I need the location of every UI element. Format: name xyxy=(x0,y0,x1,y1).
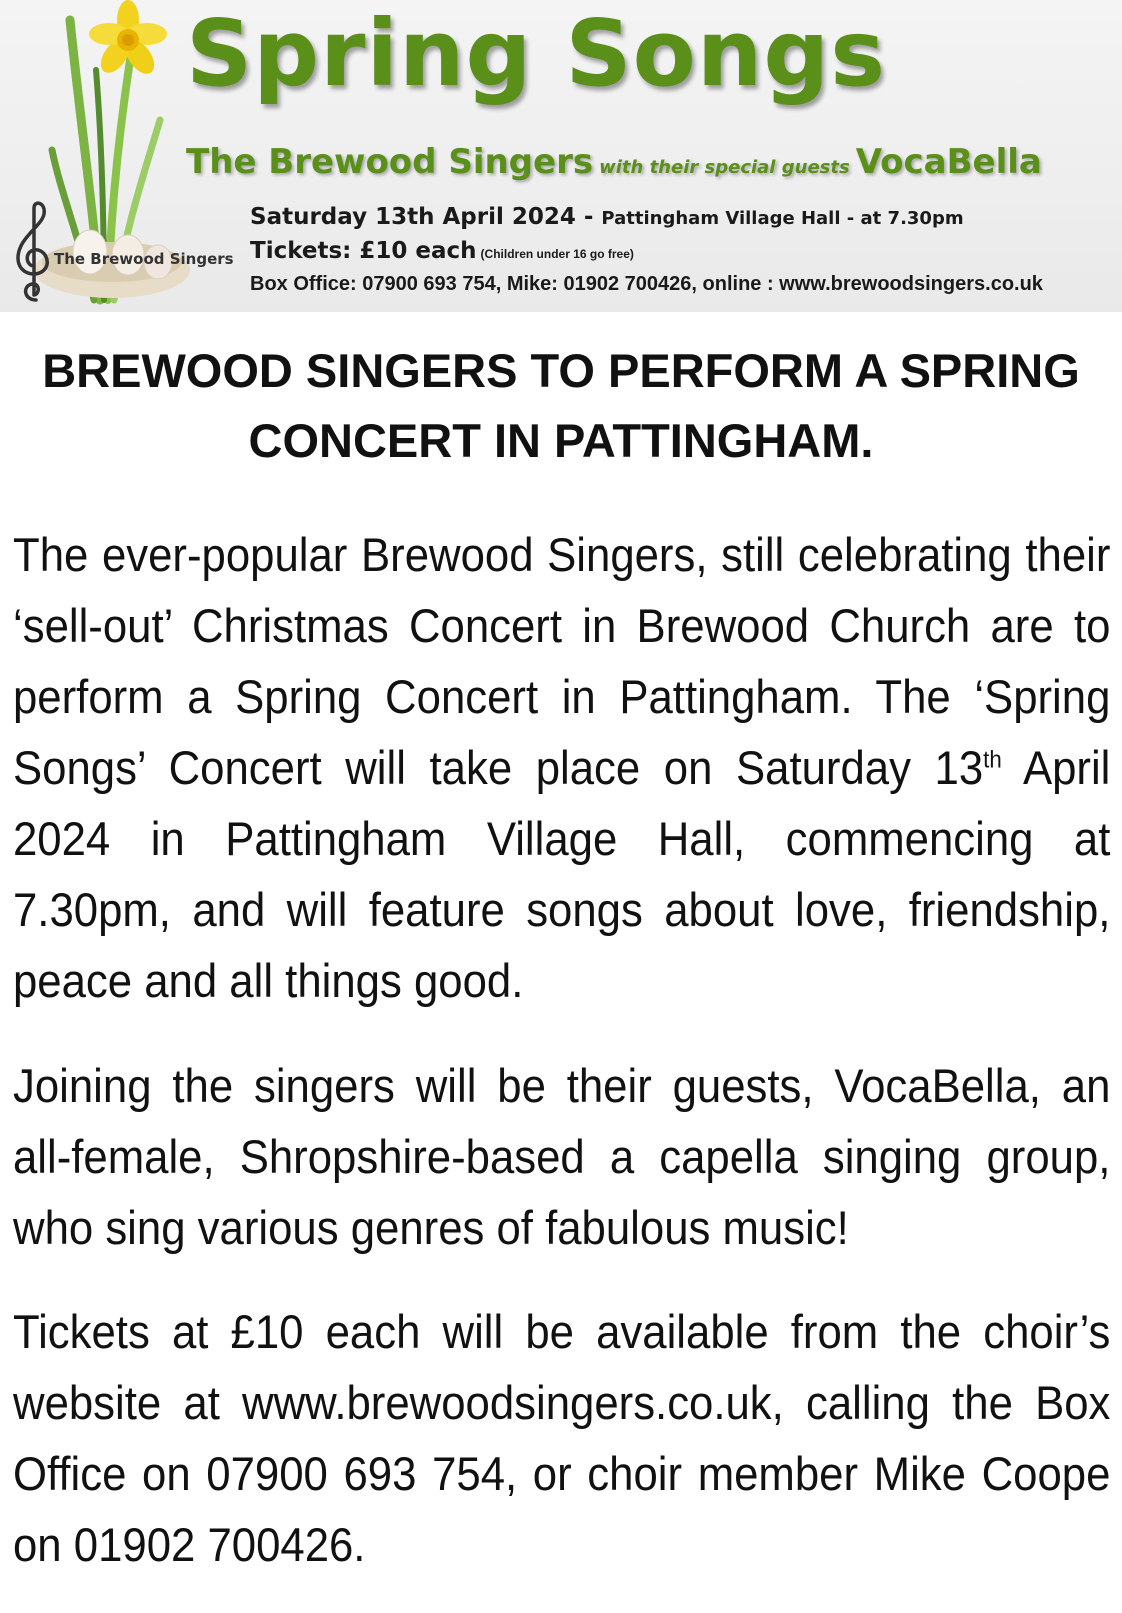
guest-name: VocaBella xyxy=(855,142,1042,182)
poster-title: Spring Songs xyxy=(186,0,886,107)
article-paragraph-2: Joining the singers will be their guests, VocaBella, an all-female, Shropshire-based a capella singing group, who sing various genres of fabulous music! xyxy=(13,1059,1111,1254)
guests-connector: with their special guests xyxy=(599,157,850,178)
ordinal-suffix: th xyxy=(983,746,1002,774)
paragraph-1-text-a: The ever-popular Brewood Singers, still celebrating their ‘sell-out’ Christmas Concert in Brewood Church are to perform a Spring Concert in Pattingham. The ‘Spring Songs’ Concert will take place on Saturday 13 xyxy=(13,528,1111,794)
article-paragraph-1 xyxy=(13,519,1110,1016)
group-name: The Brewood Singers xyxy=(186,142,594,182)
ticket-note: (Children under 16 go free) xyxy=(480,247,634,261)
event-date-line xyxy=(250,204,964,230)
box-office-line: Box Office: 07900 693 754, Mike: 01902 700426, online : www.brewoodsingers.co.uk xyxy=(250,273,1043,295)
treble-clef-icon xyxy=(14,200,54,304)
date-venue-separator: - xyxy=(575,204,602,230)
article-paragraph-3: Tickets at £10 each will be available from the choir’s website at www.brewoodsingers.co.uk, calling the Box Office on 07900 693 754, or choir member Mike Coope on 01902 700426. xyxy=(13,1305,1111,1571)
event-date: Saturday 13th April 2024 xyxy=(250,204,576,230)
paragraph-1-text-b: April 2024 in Pattingham Village Hall, commencing at 7.30pm, and will feature songs about love, friendship, peace and all things good. xyxy=(13,741,1111,1007)
poster-banner xyxy=(0,0,1122,312)
event-venue: Pattingham Village Hall - at 7.30pm xyxy=(601,208,964,229)
logo-text: The Brewood Singers xyxy=(54,250,234,268)
choir-logo xyxy=(14,200,244,310)
performer-line xyxy=(186,142,1042,182)
ticket-line xyxy=(250,238,634,264)
article-headline: BREWOOD SINGERS TO PERFORM A SPRING CONCERT IN PATTINGHAM. xyxy=(42,344,1080,467)
ticket-price: Tickets: £10 each xyxy=(250,238,477,264)
